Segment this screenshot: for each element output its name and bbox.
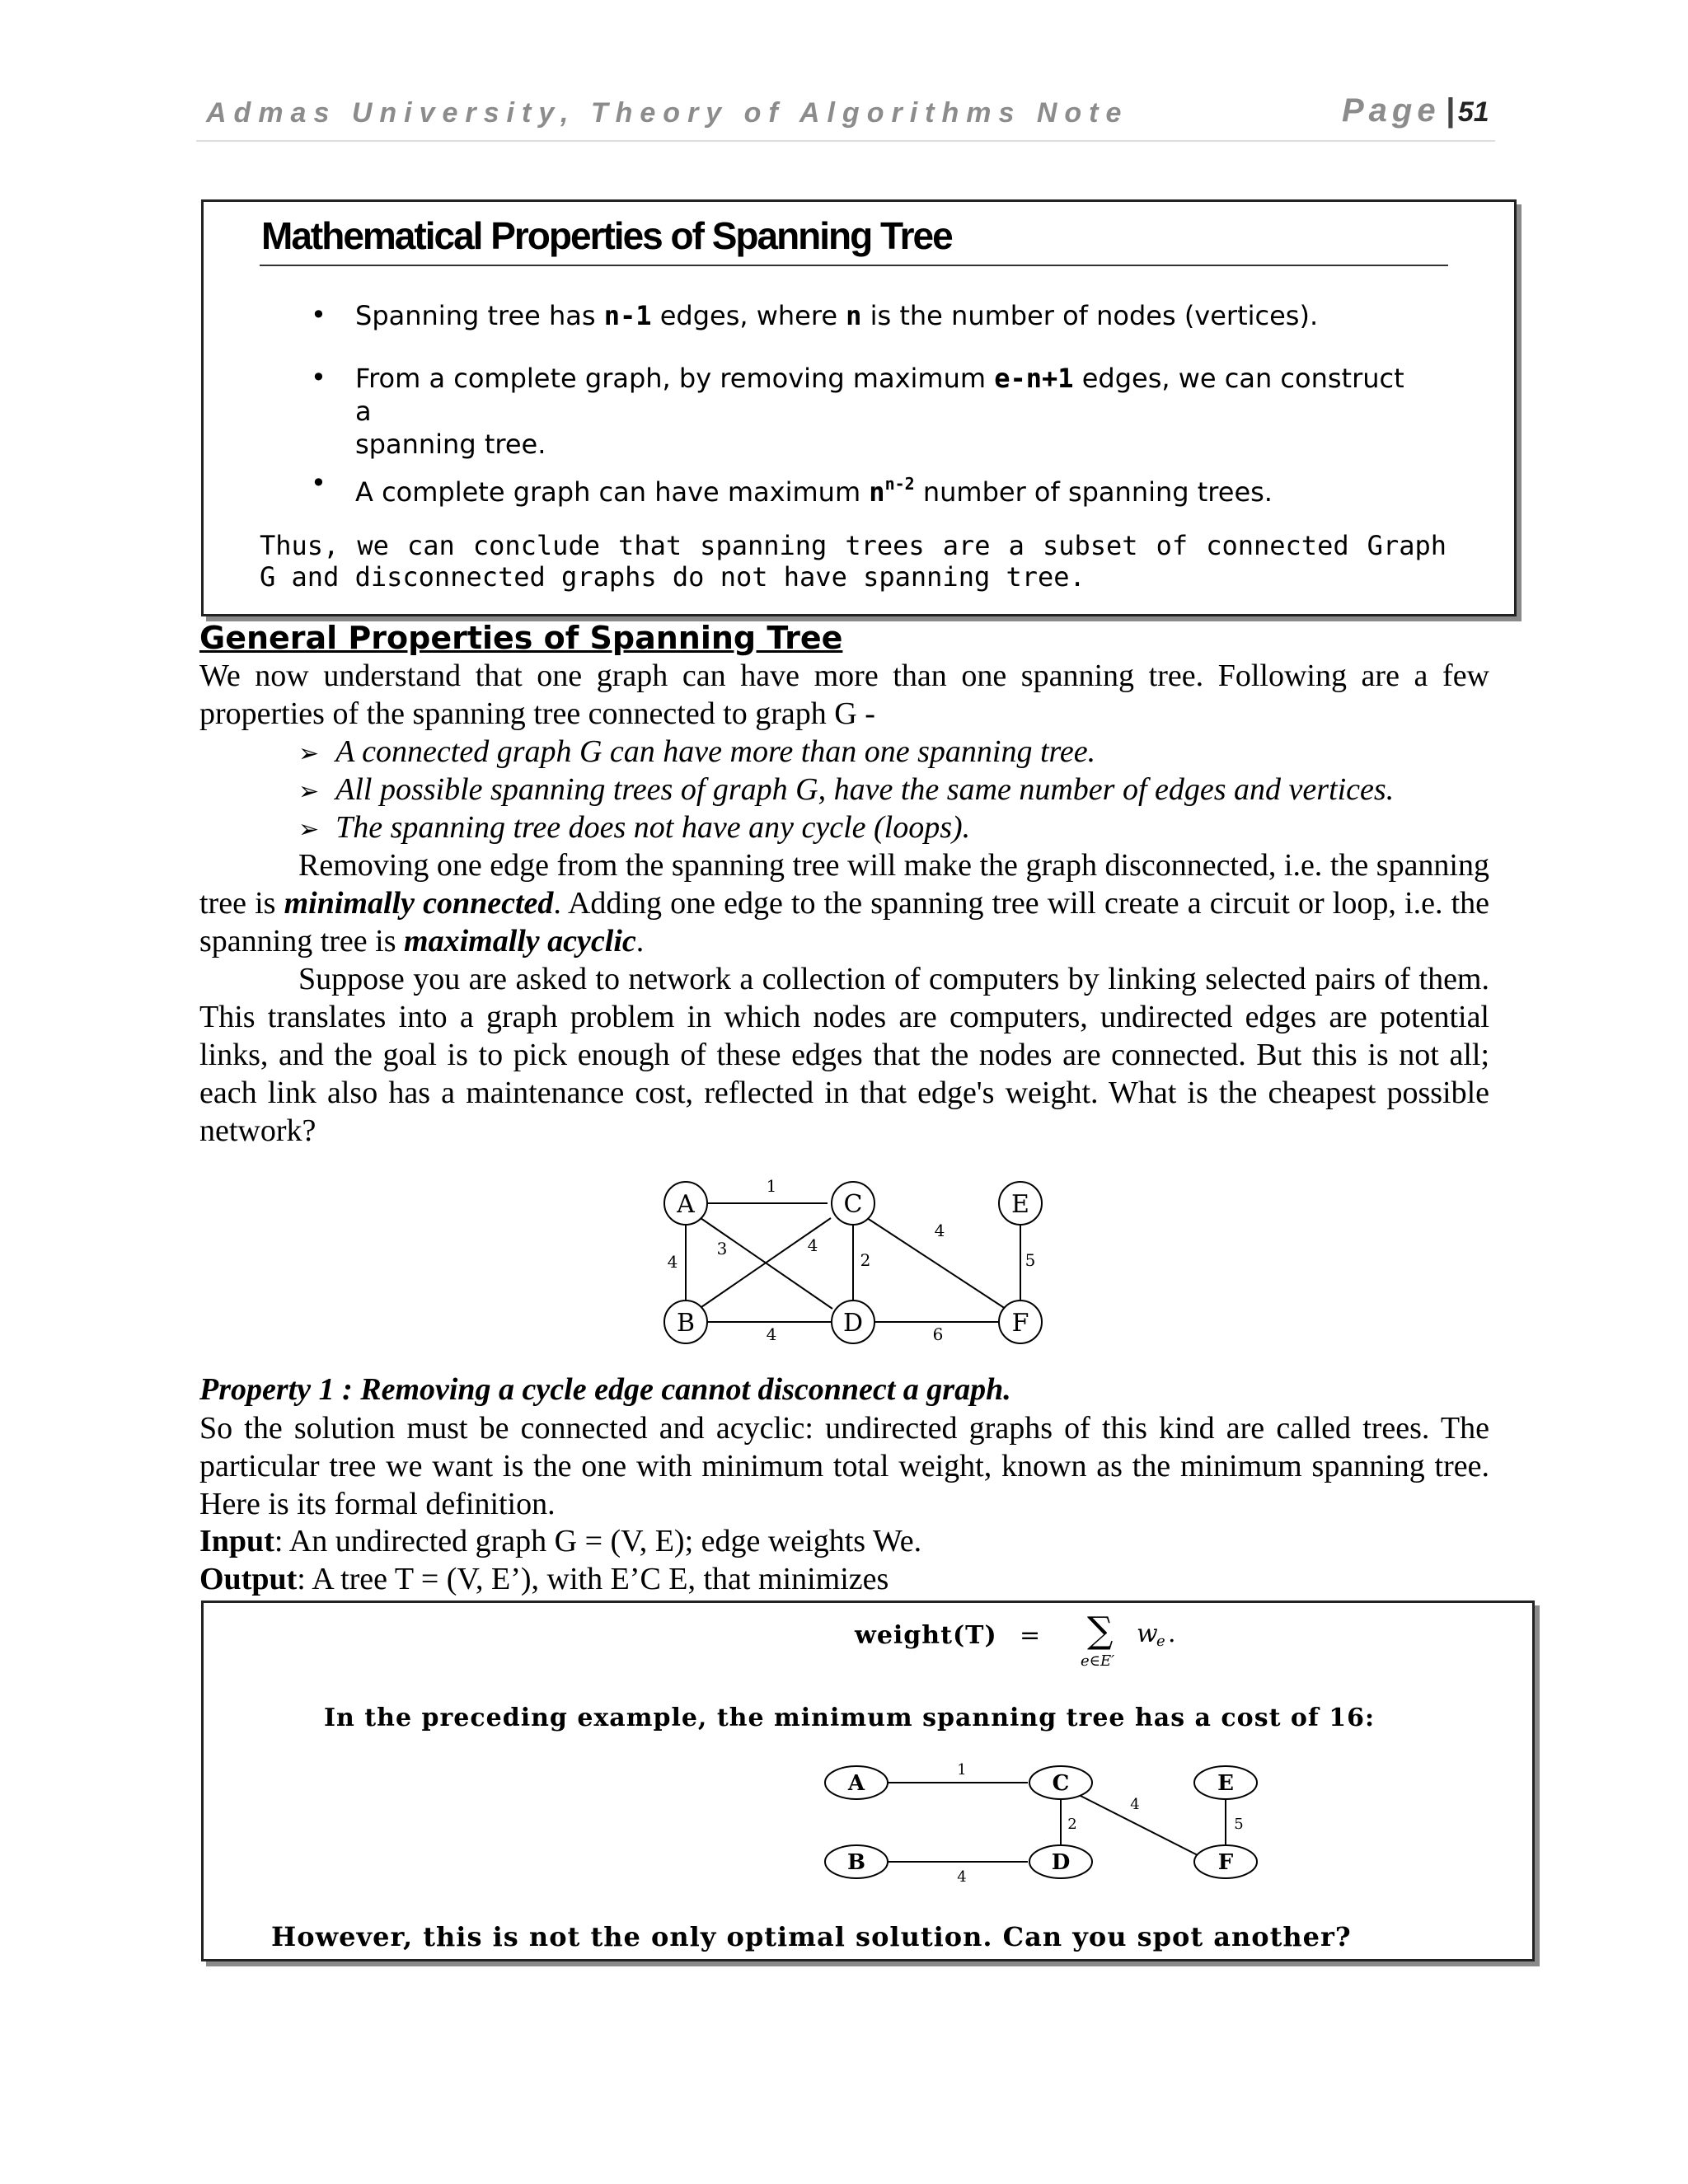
edge-weight-label: 5 — [1025, 1250, 1036, 1270]
edge-weight-label: 2 — [1067, 1816, 1077, 1833]
arrow-bullet-icon: ➢ — [298, 777, 320, 806]
closing-question: However, this is not the only optimal solution. Can you spot another? — [271, 1921, 1352, 1952]
node-label: D — [842, 1309, 864, 1338]
edge-ad — [701, 1218, 832, 1309]
edge-weight-label: 4 — [667, 1252, 678, 1272]
edge-weight-label: 4 — [1130, 1796, 1140, 1813]
output-definition: Output: A tree T = (V, E’), with E’C E, that minimizes — [199, 1562, 889, 1596]
property-bullet: ➢ All possible spanning trees of graph G, have the same number of edges and vertices. — [298, 772, 1395, 807]
summation-index: e∈E′ — [1081, 1652, 1115, 1670]
bullet-dot: • — [311, 299, 326, 330]
edge-weight-label: 6 — [932, 1324, 944, 1344]
node-label: F — [1217, 1850, 1234, 1875]
edge-weight-label: 1 — [957, 1761, 967, 1779]
math-item-3: A complete graph can have maximum $n^{n-2}$ number of spanning trees. — [355, 474, 1273, 508]
node-label: A — [847, 1771, 865, 1796]
minimally-connected-paragraph: Removing one edge from the spanning tree will make the graph disconnected, i.e. the spanning tree is minimally connected. Adding one edge to the spanning tree will create a circuit or loop, i.e. the spanning tree is maximally acyclic. — [199, 848, 1490, 958]
edge-weight-label: 1 — [766, 1176, 777, 1196]
node-label: B — [847, 1850, 865, 1875]
edge-weight-label: 4 — [957, 1868, 967, 1886]
intro-paragraph: We now understand that one graph can have more than one spanning tree. Following are a few properties of the spanning tree connected to graph G - — [199, 658, 1489, 731]
edge-bc — [699, 1218, 831, 1309]
node-label: B — [676, 1309, 696, 1338]
node-label: A — [677, 1190, 695, 1219]
weighted-graph-diagram — [626, 1162, 1055, 1360]
property-bullet: ➢ A connected graph G can have more than one spanning tree. — [298, 734, 1096, 769]
page-separator: | — [1445, 92, 1455, 129]
math-item-1: Spanning tree has n-1 edges, where n is the number of nodes (vertices). — [355, 300, 1319, 331]
property-1-statement: Property 1 : Removing a cycle edge cannot disconnect a graph. — [199, 1372, 1011, 1407]
bullet-dot: • — [311, 467, 326, 499]
node-label: E — [1217, 1771, 1234, 1796]
page-number: 51 — [1457, 96, 1489, 128]
mst-cost-sentence: In the preceding example, the minimum spanning tree has a cost of 16: — [324, 1704, 1376, 1732]
math-properties-box — [201, 199, 1517, 616]
mst-example-box — [201, 1601, 1535, 1961]
math-item-2: From a complete graph, by removing maximum e-n+1 edges, we can construct a spanning tree. — [355, 363, 1404, 460]
network-paragraph: Suppose you are asked to network a collection of computers by linking selected pairs of them. This translates into a graph problem in which nodes are computers, undirected edges are potential links, and the goal is to pick enough of these edges that the nodes are connected. But this is not all; each link also has a maintenance cost, reflected in that edge's weight. What is the cheapest possible network? — [199, 962, 1489, 1148]
bullet-dot: • — [311, 362, 326, 393]
header-rule — [196, 140, 1495, 142]
title-rule — [260, 265, 1448, 266]
page-number-block — [1342, 92, 1489, 129]
edge-weight-label: 3 — [716, 1239, 728, 1258]
node-label: F — [1011, 1309, 1029, 1338]
node-label: D — [1051, 1850, 1071, 1875]
weight-formula: weight(T) = ∑ e∈E′ w e . — [855, 1610, 1176, 1670]
edge-weight-label: 2 — [860, 1250, 871, 1270]
math-properties-title: Mathematical Properties of Spanning Tree — [261, 214, 952, 257]
running-header: Admas University, Theory of Algorithms Note — [206, 97, 1129, 129]
property-bullet: ➢ The spanning tree does not have any cycle (loops). — [298, 810, 971, 845]
page-label: Page — [1342, 92, 1441, 129]
edge-weight-label: 4 — [766, 1324, 777, 1344]
edge-weight-label: 5 — [1234, 1816, 1244, 1833]
tree-definition-paragraph: So the solution must be connected and acyclic: undirected graphs of this kind are called trees. The particular tree we want is the one with minimum total weight, known as the minimum spanning tree. Here is its formal definition. — [199, 1411, 1489, 1521]
input-definition: Input: An undirected graph G = (V, E); edge weights We. — [199, 1524, 922, 1558]
arrow-bullet-icon: ➢ — [298, 739, 320, 768]
mst-graph-diagram — [797, 1750, 1244, 1886]
node-label: C — [1052, 1771, 1070, 1796]
section-heading: General Properties of Spanning Tree — [199, 620, 843, 656]
node-label: C — [843, 1190, 863, 1219]
edge-weight-label: 4 — [807, 1235, 818, 1255]
node-label: E — [1011, 1190, 1029, 1219]
edge-weight-label: 4 — [934, 1221, 945, 1240]
math-conclusion: Thus, we can conclude that spanning trees are a subset of connected Graph G and disconnected graphs do not have spanning tree. — [260, 530, 1447, 593]
summation-symbol: ∑ — [1087, 1610, 1114, 1652]
arrow-bullet-icon: ➢ — [298, 815, 320, 844]
